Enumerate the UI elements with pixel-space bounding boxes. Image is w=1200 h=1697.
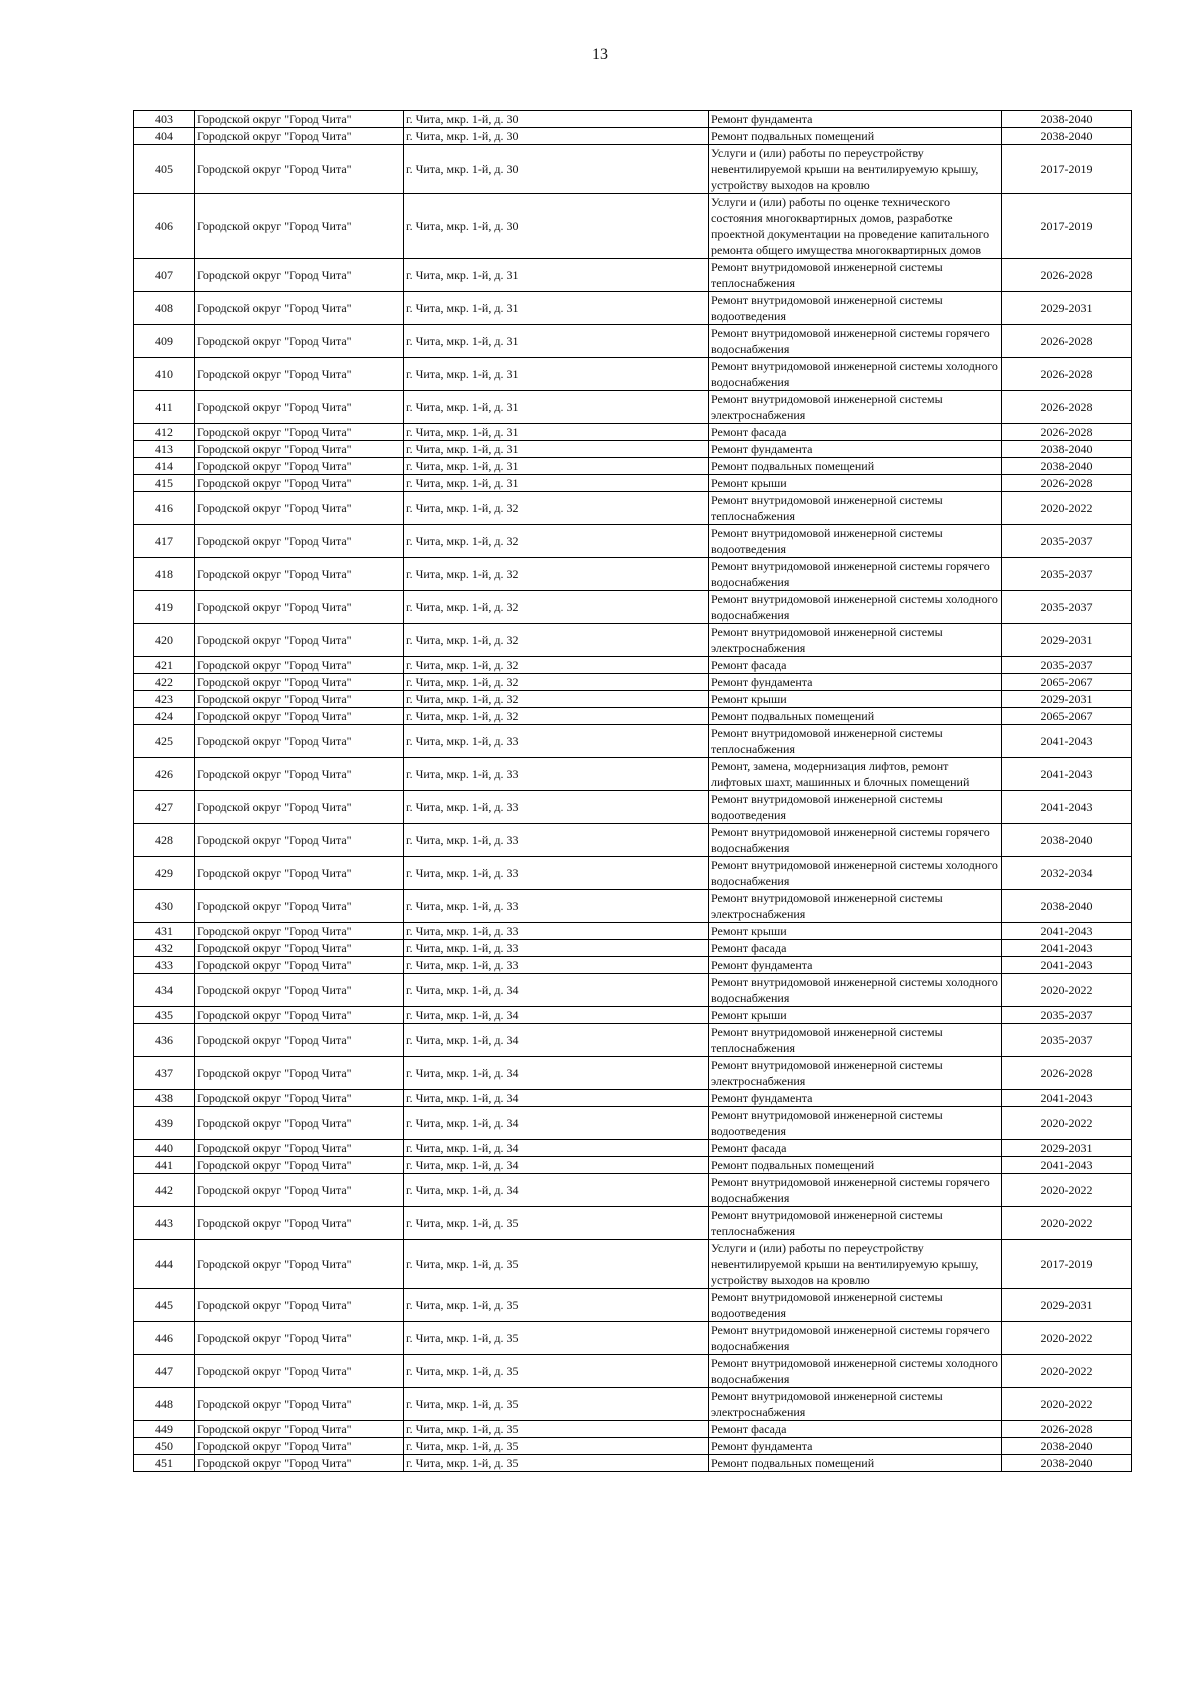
period-cell: 2026-2028 bbox=[1002, 259, 1132, 292]
table-row bbox=[134, 145, 1132, 194]
address-cell: г. Чита, мкр. 1-й, д. 32 bbox=[404, 591, 709, 624]
municipality-cell: Городской округ "Город Чита" bbox=[195, 1322, 404, 1355]
row-number-cell: 430 bbox=[134, 890, 195, 923]
work-type-cell: Ремонт фундамента bbox=[709, 957, 1002, 974]
municipality-cell: Городской округ "Город Чита" bbox=[195, 624, 404, 657]
period-cell: 2035-2037 bbox=[1002, 1007, 1132, 1024]
work-type-cell: Ремонт внутридомовой инженерной системы электроснабжения bbox=[709, 391, 1002, 424]
row-number-cell: 437 bbox=[134, 1057, 195, 1090]
address-cell: г. Чита, мкр. 1-й, д. 32 bbox=[404, 691, 709, 708]
work-type-cell: Ремонт фундамента bbox=[709, 1090, 1002, 1107]
period-cell: 2041-2043 bbox=[1002, 940, 1132, 957]
municipality-cell: Городской округ "Город Чита" bbox=[195, 657, 404, 674]
municipality-cell: Городской округ "Город Чита" bbox=[195, 1421, 404, 1438]
address-cell: г. Чита, мкр. 1-й, д. 35 bbox=[404, 1289, 709, 1322]
period-cell: 2029-2031 bbox=[1002, 1289, 1132, 1322]
municipality-cell: Городской округ "Город Чита" bbox=[195, 1140, 404, 1157]
row-number-cell: 450 bbox=[134, 1438, 195, 1455]
address-cell: г. Чита, мкр. 1-й, д. 33 bbox=[404, 725, 709, 758]
work-type-cell: Ремонт внутридомовой инженерной системы холодного водоснабжения bbox=[709, 857, 1002, 890]
address-cell: г. Чита, мкр. 1-й, д. 35 bbox=[404, 1355, 709, 1388]
municipality-cell: Городской округ "Город Чита" bbox=[195, 475, 404, 492]
municipality-cell: Городской округ "Город Чита" bbox=[195, 1057, 404, 1090]
municipality-cell: Городской округ "Город Чита" bbox=[195, 259, 404, 292]
address-cell: г. Чита, мкр. 1-й, д. 35 bbox=[404, 1388, 709, 1421]
work-type-cell: Ремонт внутридомовой инженерной системы холодного водоснабжения bbox=[709, 1355, 1002, 1388]
work-type-cell: Ремонт фундамента bbox=[709, 111, 1002, 128]
row-number-cell: 431 bbox=[134, 923, 195, 940]
period-cell: 2020-2022 bbox=[1002, 1107, 1132, 1140]
address-cell: г. Чита, мкр. 1-й, д. 31 bbox=[404, 259, 709, 292]
work-type-cell: Ремонт подвальных помещений bbox=[709, 1157, 1002, 1174]
table-row bbox=[134, 957, 1132, 974]
table-row bbox=[134, 890, 1132, 923]
row-number-cell: 415 bbox=[134, 475, 195, 492]
table-row bbox=[134, 1388, 1132, 1421]
municipality-cell: Городской округ "Город Чита" bbox=[195, 1455, 404, 1472]
row-number-cell: 425 bbox=[134, 725, 195, 758]
municipality-cell: Городской округ "Город Чита" bbox=[195, 1007, 404, 1024]
table-row bbox=[134, 1355, 1132, 1388]
municipality-cell: Городской округ "Город Чита" bbox=[195, 791, 404, 824]
work-type-cell: Ремонт крыши bbox=[709, 475, 1002, 492]
municipality-cell: Городской округ "Город Чита" bbox=[195, 1289, 404, 1322]
period-cell: 2026-2028 bbox=[1002, 1421, 1132, 1438]
municipality-cell: Городской округ "Город Чита" bbox=[195, 725, 404, 758]
work-type-cell: Ремонт внутридомовой инженерной системы электроснабжения bbox=[709, 890, 1002, 923]
work-type-cell: Ремонт крыши bbox=[709, 923, 1002, 940]
work-type-cell: Ремонт, замена, модернизация лифтов, ремонт лифтовых шахт, машинных и блочных помещений bbox=[709, 758, 1002, 791]
address-cell: г. Чита, мкр. 1-й, д. 35 bbox=[404, 1207, 709, 1240]
row-number-cell: 410 bbox=[134, 358, 195, 391]
period-cell: 2041-2043 bbox=[1002, 923, 1132, 940]
municipality-cell: Городской округ "Город Чита" bbox=[195, 194, 404, 259]
municipality-cell: Городской округ "Город Чита" bbox=[195, 441, 404, 458]
period-cell: 2038-2040 bbox=[1002, 111, 1132, 128]
address-cell: г. Чита, мкр. 1-й, д. 34 bbox=[404, 1157, 709, 1174]
table-row bbox=[134, 824, 1132, 857]
row-number-cell: 433 bbox=[134, 957, 195, 974]
municipality-cell: Городской округ "Город Чита" bbox=[195, 691, 404, 708]
table-row bbox=[134, 441, 1132, 458]
municipality-cell: Городской округ "Город Чита" bbox=[195, 1355, 404, 1388]
table-row bbox=[134, 1090, 1132, 1107]
row-number-cell: 412 bbox=[134, 424, 195, 441]
row-number-cell: 417 bbox=[134, 525, 195, 558]
table-row bbox=[134, 194, 1132, 259]
row-number-cell: 409 bbox=[134, 325, 195, 358]
row-number-cell: 432 bbox=[134, 940, 195, 957]
period-cell: 2038-2040 bbox=[1002, 458, 1132, 475]
address-cell: г. Чита, мкр. 1-й, д. 31 bbox=[404, 458, 709, 475]
work-type-cell: Ремонт фасада bbox=[709, 1421, 1002, 1438]
period-cell: 2041-2043 bbox=[1002, 725, 1132, 758]
period-cell: 2026-2028 bbox=[1002, 391, 1132, 424]
municipality-cell: Городской округ "Город Чита" bbox=[195, 591, 404, 624]
table-row bbox=[134, 857, 1132, 890]
address-cell: г. Чита, мкр. 1-й, д. 32 bbox=[404, 657, 709, 674]
table-row bbox=[134, 1438, 1132, 1455]
table-row bbox=[134, 525, 1132, 558]
period-cell: 2035-2037 bbox=[1002, 591, 1132, 624]
period-cell: 2038-2040 bbox=[1002, 128, 1132, 145]
table-row bbox=[134, 1140, 1132, 1157]
period-cell: 2038-2040 bbox=[1002, 1455, 1132, 1472]
row-number-cell: 451 bbox=[134, 1455, 195, 1472]
row-number-cell: 443 bbox=[134, 1207, 195, 1240]
period-cell: 2029-2031 bbox=[1002, 1140, 1132, 1157]
work-type-cell: Ремонт фундамента bbox=[709, 674, 1002, 691]
table-row bbox=[134, 1240, 1132, 1289]
address-cell: г. Чита, мкр. 1-й, д. 34 bbox=[404, 1057, 709, 1090]
period-cell: 2041-2043 bbox=[1002, 758, 1132, 791]
municipality-cell: Городской округ "Город Чита" bbox=[195, 940, 404, 957]
period-cell: 2065-2067 bbox=[1002, 674, 1132, 691]
work-type-cell: Ремонт внутридомовой инженерной системы теплоснабжения bbox=[709, 1024, 1002, 1057]
period-cell: 2038-2040 bbox=[1002, 890, 1132, 923]
period-cell: 2020-2022 bbox=[1002, 1174, 1132, 1207]
row-number-cell: 411 bbox=[134, 391, 195, 424]
table-row bbox=[134, 325, 1132, 358]
municipality-cell: Городской округ "Город Чита" bbox=[195, 424, 404, 441]
period-cell: 2026-2028 bbox=[1002, 424, 1132, 441]
table-row bbox=[134, 1421, 1132, 1438]
row-number-cell: 414 bbox=[134, 458, 195, 475]
municipality-cell: Городской округ "Город Чита" bbox=[195, 974, 404, 1007]
table-row bbox=[134, 725, 1132, 758]
municipality-cell: Городской округ "Город Чита" bbox=[195, 1107, 404, 1140]
table-row bbox=[134, 624, 1132, 657]
address-cell: г. Чита, мкр. 1-й, д. 30 bbox=[404, 111, 709, 128]
table-row bbox=[134, 1024, 1132, 1057]
address-cell: г. Чита, мкр. 1-й, д. 32 bbox=[404, 492, 709, 525]
row-number-cell: 403 bbox=[134, 111, 195, 128]
municipality-cell: Городской округ "Город Чита" bbox=[195, 1240, 404, 1289]
address-cell: г. Чита, мкр. 1-й, д. 33 bbox=[404, 857, 709, 890]
table-row bbox=[134, 674, 1132, 691]
period-cell: 2017-2019 bbox=[1002, 194, 1132, 259]
table-row bbox=[134, 591, 1132, 624]
period-cell: 2041-2043 bbox=[1002, 791, 1132, 824]
period-cell: 2017-2019 bbox=[1002, 145, 1132, 194]
municipality-cell: Городской округ "Город Чита" bbox=[195, 1024, 404, 1057]
row-number-cell: 447 bbox=[134, 1355, 195, 1388]
row-number-cell: 446 bbox=[134, 1322, 195, 1355]
table-row bbox=[134, 1007, 1132, 1024]
work-type-cell: Ремонт внутридомовой инженерной системы теплоснабжения bbox=[709, 725, 1002, 758]
row-number-cell: 445 bbox=[134, 1289, 195, 1322]
address-cell: г. Чита, мкр. 1-й, д. 35 bbox=[404, 1322, 709, 1355]
period-cell: 2032-2034 bbox=[1002, 857, 1132, 890]
period-cell: 2035-2037 bbox=[1002, 525, 1132, 558]
municipality-cell: Городской округ "Город Чита" bbox=[195, 857, 404, 890]
municipality-cell: Городской округ "Город Чита" bbox=[195, 824, 404, 857]
table-row bbox=[134, 391, 1132, 424]
table-row bbox=[134, 657, 1132, 674]
work-type-cell: Ремонт внутридомовой инженерной системы электроснабжения bbox=[709, 1057, 1002, 1090]
work-type-cell: Ремонт внутридомовой инженерной системы горячего водоснабжения bbox=[709, 824, 1002, 857]
address-cell: г. Чита, мкр. 1-й, д. 32 bbox=[404, 525, 709, 558]
address-cell: г. Чита, мкр. 1-й, д. 35 bbox=[404, 1438, 709, 1455]
period-cell: 2029-2031 bbox=[1002, 624, 1132, 657]
table-row bbox=[134, 475, 1132, 492]
address-cell: г. Чита, мкр. 1-й, д. 34 bbox=[404, 1024, 709, 1057]
address-cell: г. Чита, мкр. 1-й, д. 33 bbox=[404, 758, 709, 791]
work-type-cell: Ремонт фасада bbox=[709, 424, 1002, 441]
municipality-cell: Городской округ "Город Чита" bbox=[195, 558, 404, 591]
address-cell: г. Чита, мкр. 1-й, д. 31 bbox=[404, 292, 709, 325]
address-cell: г. Чита, мкр. 1-й, д. 33 bbox=[404, 890, 709, 923]
row-number-cell: 449 bbox=[134, 1421, 195, 1438]
address-cell: г. Чита, мкр. 1-й, д. 33 bbox=[404, 957, 709, 974]
address-cell: г. Чита, мкр. 1-й, д. 32 bbox=[404, 558, 709, 591]
row-number-cell: 448 bbox=[134, 1388, 195, 1421]
table-body bbox=[134, 111, 1132, 1472]
work-type-cell: Ремонт внутридомовой инженерной системы холодного водоснабжения bbox=[709, 974, 1002, 1007]
period-cell: 2026-2028 bbox=[1002, 475, 1132, 492]
municipality-cell: Городской округ "Город Чита" bbox=[195, 923, 404, 940]
work-type-cell: Ремонт внутридомовой инженерной системы теплоснабжения bbox=[709, 492, 1002, 525]
row-number-cell: 441 bbox=[134, 1157, 195, 1174]
municipality-cell: Городской округ "Город Чита" bbox=[195, 1157, 404, 1174]
row-number-cell: 427 bbox=[134, 791, 195, 824]
address-cell: г. Чита, мкр. 1-й, д. 31 bbox=[404, 358, 709, 391]
work-type-cell: Ремонт подвальных помещений bbox=[709, 1455, 1002, 1472]
row-number-cell: 416 bbox=[134, 492, 195, 525]
table-row bbox=[134, 1289, 1132, 1322]
address-cell: г. Чита, мкр. 1-й, д. 33 bbox=[404, 923, 709, 940]
address-cell: г. Чита, мкр. 1-й, д. 30 bbox=[404, 145, 709, 194]
table-row bbox=[134, 791, 1132, 824]
table-row bbox=[134, 292, 1132, 325]
municipality-cell: Городской округ "Город Чита" bbox=[195, 957, 404, 974]
row-number-cell: 408 bbox=[134, 292, 195, 325]
row-number-cell: 424 bbox=[134, 708, 195, 725]
page-number: 13 bbox=[592, 46, 608, 63]
table-row bbox=[134, 708, 1132, 725]
work-type-cell: Ремонт внутридомовой инженерной системы холодного водоснабжения bbox=[709, 358, 1002, 391]
municipality-cell: Городской округ "Город Чита" bbox=[195, 890, 404, 923]
period-cell: 2020-2022 bbox=[1002, 1322, 1132, 1355]
address-cell: г. Чита, мкр. 1-й, д. 34 bbox=[404, 1140, 709, 1157]
work-type-cell: Ремонт внутридомовой инженерной системы горячего водоснабжения bbox=[709, 1322, 1002, 1355]
work-type-cell: Ремонт крыши bbox=[709, 691, 1002, 708]
table-row bbox=[134, 974, 1132, 1007]
row-number-cell: 426 bbox=[134, 758, 195, 791]
address-cell: г. Чита, мкр. 1-й, д. 34 bbox=[404, 1174, 709, 1207]
work-type-cell: Ремонт внутридомовой инженерной системы водоотведения bbox=[709, 1107, 1002, 1140]
table-row bbox=[134, 259, 1132, 292]
work-type-cell: Ремонт фасада bbox=[709, 940, 1002, 957]
address-cell: г. Чита, мкр. 1-й, д. 30 bbox=[404, 194, 709, 259]
repair-schedule-table bbox=[133, 110, 1132, 1472]
work-type-cell: Ремонт внутридомовой инженерной системы электроснабжения bbox=[709, 624, 1002, 657]
work-type-cell: Ремонт фундамента bbox=[709, 1438, 1002, 1455]
row-number-cell: 436 bbox=[134, 1024, 195, 1057]
row-number-cell: 418 bbox=[134, 558, 195, 591]
work-type-cell: Ремонт внутридомовой инженерной системы горячего водоснабжения bbox=[709, 558, 1002, 591]
address-cell: г. Чита, мкр. 1-й, д. 31 bbox=[404, 441, 709, 458]
table-row bbox=[134, 1207, 1132, 1240]
work-type-cell: Ремонт подвальных помещений bbox=[709, 708, 1002, 725]
table-row bbox=[134, 1057, 1132, 1090]
period-cell: 2038-2040 bbox=[1002, 1438, 1132, 1455]
municipality-cell: Городской округ "Город Чита" bbox=[195, 525, 404, 558]
address-cell: г. Чита, мкр. 1-й, д. 34 bbox=[404, 974, 709, 1007]
table-row bbox=[134, 1322, 1132, 1355]
address-cell: г. Чита, мкр. 1-й, д. 34 bbox=[404, 1107, 709, 1140]
address-cell: г. Чита, мкр. 1-й, д. 35 bbox=[404, 1240, 709, 1289]
table-row bbox=[134, 923, 1132, 940]
period-cell: 2038-2040 bbox=[1002, 441, 1132, 458]
row-number-cell: 421 bbox=[134, 657, 195, 674]
row-number-cell: 422 bbox=[134, 674, 195, 691]
row-number-cell: 420 bbox=[134, 624, 195, 657]
period-cell: 2035-2037 bbox=[1002, 558, 1132, 591]
row-number-cell: 423 bbox=[134, 691, 195, 708]
municipality-cell: Городской округ "Город Чита" bbox=[195, 674, 404, 691]
work-type-cell: Ремонт внутридомовой инженерной системы водоотведения bbox=[709, 791, 1002, 824]
municipality-cell: Городской округ "Город Чита" bbox=[195, 145, 404, 194]
table-row bbox=[134, 1107, 1132, 1140]
row-number-cell: 435 bbox=[134, 1007, 195, 1024]
table-row bbox=[134, 691, 1132, 708]
address-cell: г. Чита, мкр. 1-й, д. 32 bbox=[404, 708, 709, 725]
row-number-cell: 428 bbox=[134, 824, 195, 857]
work-type-cell: Услуги и (или) работы по переустройству невентилируемой крыши на вентилируемую крышу, устройству выходов на кровлю bbox=[709, 145, 1002, 194]
municipality-cell: Городской округ "Город Чита" bbox=[195, 492, 404, 525]
work-type-cell: Ремонт внутридомовой инженерной системы водоотведения bbox=[709, 525, 1002, 558]
row-number-cell: 434 bbox=[134, 974, 195, 1007]
period-cell: 2029-2031 bbox=[1002, 292, 1132, 325]
row-number-cell: 438 bbox=[134, 1090, 195, 1107]
municipality-cell: Городской округ "Город Чита" bbox=[195, 391, 404, 424]
period-cell: 2041-2043 bbox=[1002, 1090, 1132, 1107]
table-row bbox=[134, 458, 1132, 475]
work-type-cell: Ремонт крыши bbox=[709, 1007, 1002, 1024]
address-cell: г. Чита, мкр. 1-й, д. 34 bbox=[404, 1007, 709, 1024]
municipality-cell: Городской округ "Город Чита" bbox=[195, 758, 404, 791]
municipality-cell: Городской округ "Город Чита" bbox=[195, 458, 404, 475]
municipality-cell: Городской округ "Город Чита" bbox=[195, 708, 404, 725]
municipality-cell: Городской округ "Город Чита" bbox=[195, 1438, 404, 1455]
row-number-cell: 405 bbox=[134, 145, 195, 194]
municipality-cell: Городской округ "Город Чита" bbox=[195, 292, 404, 325]
table-row bbox=[134, 128, 1132, 145]
period-cell: 2020-2022 bbox=[1002, 1355, 1132, 1388]
table-row bbox=[134, 1174, 1132, 1207]
address-cell: г. Чита, мкр. 1-й, д. 35 bbox=[404, 1455, 709, 1472]
work-type-cell: Ремонт фасада bbox=[709, 657, 1002, 674]
period-cell: 2017-2019 bbox=[1002, 1240, 1132, 1289]
table-row bbox=[134, 358, 1132, 391]
address-cell: г. Чита, мкр. 1-й, д. 35 bbox=[404, 1421, 709, 1438]
address-cell: г. Чита, мкр. 1-й, д. 31 bbox=[404, 475, 709, 492]
address-cell: г. Чита, мкр. 1-й, д. 32 bbox=[404, 674, 709, 691]
table-row bbox=[134, 1455, 1132, 1472]
municipality-cell: Городской округ "Город Чита" bbox=[195, 128, 404, 145]
work-type-cell: Ремонт внутридомовой инженерной системы водоотведения bbox=[709, 1289, 1002, 1322]
period-cell: 2035-2037 bbox=[1002, 1024, 1132, 1057]
address-cell: г. Чита, мкр. 1-й, д. 31 bbox=[404, 325, 709, 358]
table-row bbox=[134, 558, 1132, 591]
period-cell: 2020-2022 bbox=[1002, 974, 1132, 1007]
period-cell: 2020-2022 bbox=[1002, 1207, 1132, 1240]
row-number-cell: 444 bbox=[134, 1240, 195, 1289]
work-type-cell: Ремонт фундамента bbox=[709, 441, 1002, 458]
row-number-cell: 442 bbox=[134, 1174, 195, 1207]
municipality-cell: Городской округ "Город Чита" bbox=[195, 325, 404, 358]
period-cell: 2035-2037 bbox=[1002, 657, 1132, 674]
work-type-cell: Ремонт внутридомовой инженерной системы теплоснабжения bbox=[709, 1207, 1002, 1240]
table-row bbox=[134, 940, 1132, 957]
table-row bbox=[134, 424, 1132, 441]
work-type-cell: Ремонт подвальных помещений bbox=[709, 458, 1002, 475]
row-number-cell: 406 bbox=[134, 194, 195, 259]
row-number-cell: 419 bbox=[134, 591, 195, 624]
address-cell: г. Чита, мкр. 1-й, д. 33 bbox=[404, 824, 709, 857]
row-number-cell: 439 bbox=[134, 1107, 195, 1140]
period-cell: 2020-2022 bbox=[1002, 492, 1132, 525]
period-cell: 2041-2043 bbox=[1002, 957, 1132, 974]
municipality-cell: Городской округ "Город Чита" bbox=[195, 111, 404, 128]
row-number-cell: 440 bbox=[134, 1140, 195, 1157]
work-type-cell: Ремонт фасада bbox=[709, 1140, 1002, 1157]
municipality-cell: Городской округ "Город Чита" bbox=[195, 358, 404, 391]
table-row bbox=[134, 492, 1132, 525]
period-cell: 2026-2028 bbox=[1002, 1057, 1132, 1090]
table-row bbox=[134, 758, 1132, 791]
row-number-cell: 429 bbox=[134, 857, 195, 890]
work-type-cell: Ремонт внутридомовой инженерной системы горячего водоснабжения bbox=[709, 325, 1002, 358]
period-cell: 2041-2043 bbox=[1002, 1157, 1132, 1174]
address-cell: г. Чита, мкр. 1-й, д. 31 bbox=[404, 391, 709, 424]
period-cell: 2029-2031 bbox=[1002, 691, 1132, 708]
address-cell: г. Чита, мкр. 1-й, д. 32 bbox=[404, 624, 709, 657]
address-cell: г. Чита, мкр. 1-й, д. 33 bbox=[404, 791, 709, 824]
row-number-cell: 413 bbox=[134, 441, 195, 458]
municipality-cell: Городской округ "Город Чита" bbox=[195, 1388, 404, 1421]
work-type-cell: Ремонт внутридомовой инженерной системы электроснабжения bbox=[709, 1388, 1002, 1421]
municipality-cell: Городской округ "Город Чита" bbox=[195, 1174, 404, 1207]
address-cell: г. Чита, мкр. 1-й, д. 33 bbox=[404, 940, 709, 957]
work-type-cell: Ремонт внутридомовой инженерной системы горячего водоснабжения bbox=[709, 1174, 1002, 1207]
work-type-cell: Ремонт внутридомовой инженерной системы холодного водоснабжения bbox=[709, 591, 1002, 624]
period-cell: 2065-2067 bbox=[1002, 708, 1132, 725]
period-cell: 2026-2028 bbox=[1002, 358, 1132, 391]
table-row bbox=[134, 111, 1132, 128]
work-type-cell: Ремонт подвальных помещений bbox=[709, 128, 1002, 145]
work-type-cell: Услуги и (или) работы по переустройству невентилируемой крыши на вентилируемую крышу, устройству выходов на кровлю bbox=[709, 1240, 1002, 1289]
municipality-cell: Городской округ "Город Чита" bbox=[195, 1090, 404, 1107]
row-number-cell: 404 bbox=[134, 128, 195, 145]
work-type-cell: Услуги и (или) работы по оценке технического состояния многоквартирных домов, разработке проектной документации на проведение капитального ремонта общего имущества многоквартирных домов bbox=[709, 194, 1002, 259]
address-cell: г. Чита, мкр. 1-й, д. 30 bbox=[404, 128, 709, 145]
period-cell: 2020-2022 bbox=[1002, 1388, 1132, 1421]
period-cell: 2038-2040 bbox=[1002, 824, 1132, 857]
period-cell: 2026-2028 bbox=[1002, 325, 1132, 358]
table-row bbox=[134, 1157, 1132, 1174]
address-cell: г. Чита, мкр. 1-й, д. 34 bbox=[404, 1090, 709, 1107]
row-number-cell: 407 bbox=[134, 259, 195, 292]
address-cell: г. Чита, мкр. 1-й, д. 31 bbox=[404, 424, 709, 441]
municipality-cell: Городской округ "Город Чита" bbox=[195, 1207, 404, 1240]
work-type-cell: Ремонт внутридомовой инженерной системы теплоснабжения bbox=[709, 259, 1002, 292]
work-type-cell: Ремонт внутридомовой инженерной системы водоотведения bbox=[709, 292, 1002, 325]
